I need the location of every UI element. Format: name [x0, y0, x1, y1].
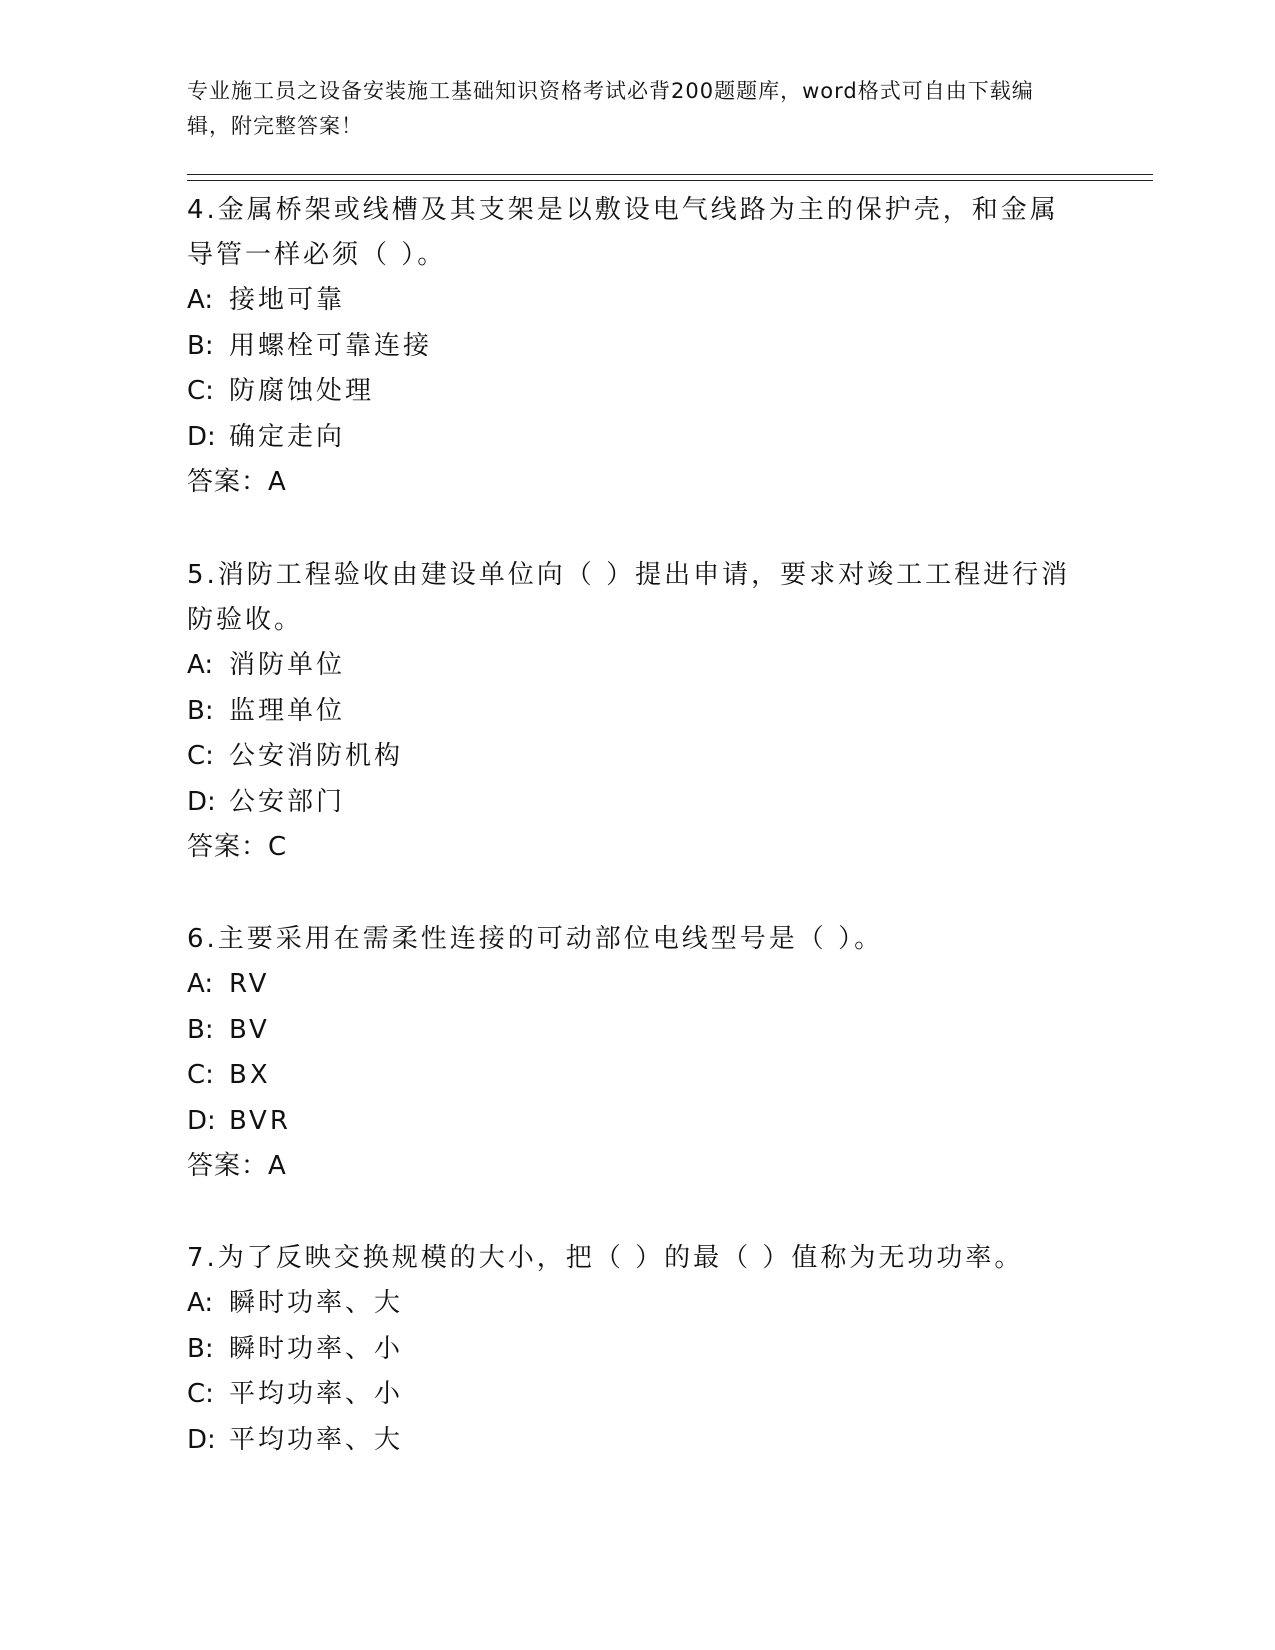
option-label: C: — [187, 376, 214, 406]
option-text: RV — [229, 969, 270, 999]
option-c — [187, 1053, 1087, 1099]
option-label: A: — [187, 969, 214, 999]
option-a — [187, 1281, 1087, 1327]
question-stem: 5.消防工程验收由建设单位向（ ）提出申请，要求对竣工工程进行消防验收。 — [187, 560, 1071, 635]
question-5 — [187, 553, 1087, 870]
option-label: B: — [187, 330, 214, 361]
option-text: BV — [229, 1014, 270, 1045]
question-4 — [187, 188, 1087, 505]
option-label: A: — [187, 285, 214, 315]
option-a — [187, 278, 1087, 324]
option-text: 消防单位 — [229, 650, 346, 680]
question-stem: 7.为了反映交换规模的大小，把（ ）的最（ ）值称为无功功率。 — [187, 1243, 1024, 1273]
option-label: B: — [187, 1333, 214, 1364]
option-text: 用螺栓可靠连接 — [229, 330, 433, 361]
option-c — [187, 1372, 1087, 1418]
option-label: A: — [187, 1288, 214, 1318]
option-b — [187, 1327, 1087, 1373]
option-label: C: — [187, 741, 214, 771]
option-text: 监理单位 — [229, 695, 346, 726]
option-text: 瞬时功率、小 — [229, 1333, 404, 1364]
answer-line: 答案：C — [187, 832, 288, 862]
option-text: 平均功率、小 — [229, 1379, 404, 1409]
option-c — [187, 734, 1087, 780]
option-a — [187, 643, 1087, 689]
option-d — [187, 1418, 1087, 1464]
answer-line: 答案：A — [187, 1151, 287, 1181]
option-label: C: — [187, 1379, 214, 1409]
option-text: 公安部门 — [229, 786, 346, 817]
header-divider-top — [187, 174, 1153, 175]
option-label: C: — [187, 1060, 214, 1090]
option-d — [187, 780, 1087, 826]
option-text: BVR — [229, 1105, 291, 1136]
document-header: 专业施工员之设备安装施工基础知识资格考试必背200题题库，word格式可自由下载编辑，附完整答案！ — [187, 79, 1034, 138]
option-label: A: — [187, 650, 214, 680]
option-c — [187, 369, 1087, 415]
option-label: D: — [187, 1105, 216, 1136]
option-d — [187, 415, 1087, 461]
option-label: B: — [187, 695, 214, 726]
option-text: 防腐蚀处理 — [229, 376, 375, 406]
option-a — [187, 962, 1087, 1008]
option-label: D: — [187, 1424, 216, 1455]
answer-line: 答案：A — [187, 467, 287, 497]
question-stem: 4.金属桥架或线槽及其支架是以敷设电气线路为主的保护壳，和金属导管一样必须（ ）。 — [187, 195, 1059, 270]
question-6 — [187, 917, 1087, 1189]
option-text: 瞬时功率、大 — [229, 1288, 404, 1318]
option-text: 确定走向 — [229, 421, 346, 452]
option-b — [187, 324, 1087, 370]
option-label: D: — [187, 421, 216, 452]
option-text: BX — [229, 1060, 271, 1090]
question-stem: 6.主要采用在需柔性连接的可动部位电线型号是（ ）。 — [187, 924, 884, 954]
option-d — [187, 1099, 1087, 1145]
option-b — [187, 1008, 1087, 1054]
option-text: 平均功率、大 — [229, 1424, 404, 1455]
question-7 — [187, 1236, 1087, 1463]
option-b — [187, 689, 1087, 735]
header-divider-bottom — [187, 180, 1153, 181]
option-label: B: — [187, 1014, 214, 1045]
option-text: 接地可靠 — [229, 285, 346, 315]
option-label: D: — [187, 786, 216, 817]
option-text: 公安消防机构 — [229, 741, 404, 771]
